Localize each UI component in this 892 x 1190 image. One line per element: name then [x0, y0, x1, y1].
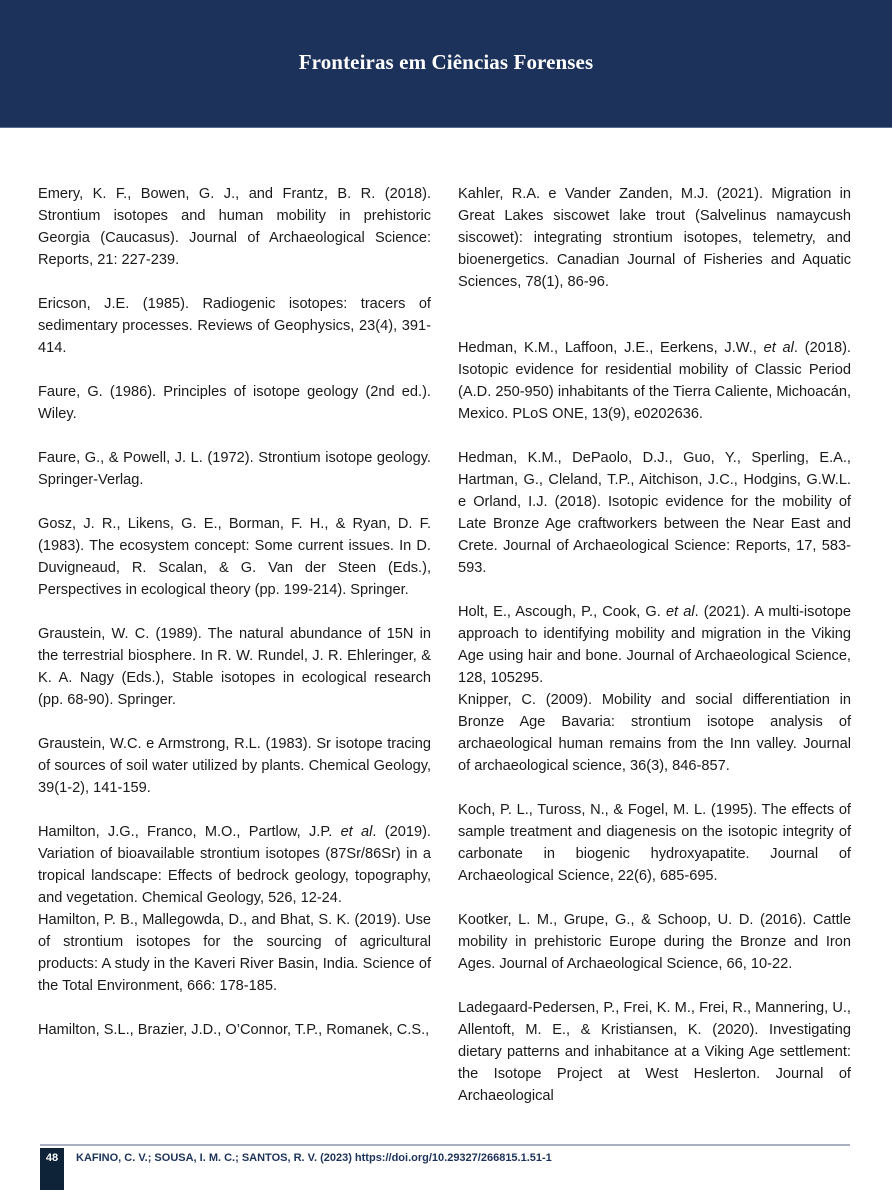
et-al-italic: et al	[763, 340, 794, 356]
reference-text: Hedman, K.M., Laffoon, J.E., Eerkens, J.W.,	[458, 340, 764, 356]
reference-entry	[458, 601, 851, 689]
reference-text: . (2021). A multi-isotope approach to identifying mobility and migration in the Viking Age using hair and bone. Journal of Archaeological Science, 128, 105295.	[458, 604, 851, 686]
reference-text: . (2018). Isotopic evidence for residential mobility of Classic Period (A.D. 250-950) inhabitants of the Tierra Caliente, Michoacán, Mexico. PLoS ONE, 13(9), e0202636.	[458, 340, 851, 422]
reference-entry: Koch, P. L., Tuross, N., & Fogel, M. L. (1995). The effects of sample treatment and diagenesis on the isotopic integrity of carbonate in biogenic hydroxyapatite. Journal of Archaeological Science, 22(6), 685-695.	[458, 802, 851, 884]
reference-entry: Ericson, J.E. (1985). Radiogenic isotopes: tracers of sedimentary processes. Reviews of Geophysics, 23(4), 391-414.	[38, 296, 431, 356]
reference-text: Hamilton, J.G., Franco, M.O., Partlow, J.P.	[38, 824, 341, 840]
journal-header	[0, 0, 892, 128]
reference-entry: Ladegaard-Pedersen, P., Frei, K. M., Frei, R., Mannering, U., Allentoft, M. E., & Kristiansen, K. (2020). Investigating dietary patterns and inhabitance at a Viking Age settlement: the Isotope Project at West Heslerton. Journal of Archaeological	[458, 1000, 851, 1104]
reference-entry: Hedman, K.M., DePaolo, D.J., Guo, Y., Sperling, E.A., Hartman, G., Cleland, T.P., Aitchison, J.C., Hodgins, G.W.L. e Orland, I.J. (2018). Isotopic evidence for the mobility of Late Bronze Age craftworkers between the Near East and Crete. Journal of Archaeological Science: Reports, 17, 583-593.	[458, 450, 851, 576]
et-al-italic: et al	[665, 604, 695, 620]
reference-entry: Hamilton, S.L., Brazier, J.D., O’Connor, T.P., Romanek, C.S.,	[38, 1022, 430, 1038]
reference-entry	[458, 337, 851, 425]
reference-entry: Graustein, W. C. (1989). The natural abundance of 15N in the terrestrial biosphere. In R. W. Rundel, J. R. Ehleringer, & K. A. Nagy (Eds.), Stable isotopes in ecological research (pp. 68-90). Springer.	[38, 626, 431, 708]
reference-entry	[38, 821, 431, 909]
reference-text: . (2019). Variation of bioavailable strontium isotopes (87Sr/86Sr) in a tropical landscape: Effects of bedrock geology, topography, and vegetation. Chemical Geology, 526, 12-24.	[38, 824, 431, 906]
reference-entry: Gosz, J. R., Likens, G. E., Borman, F. H., & Ryan, D. F. (1983). The ecosystem concept: Some current issues. In D. Duvigneaud, R. Scalan, & G. Van der Steen (Eds.), Perspectives in ecological theory (pp. 199-214). Springer.	[38, 516, 431, 598]
page-number-box	[40, 1148, 64, 1190]
et-al-italic: et al	[340, 824, 373, 840]
references-left-column	[38, 183, 431, 1063]
page-number: 48	[45, 1152, 59, 1164]
reference-entry: Emery, K. F., Bowen, G. J., and Frantz, B. R. (2018). Strontium isotopes and human mobility in prehistoric Georgia (Caucasus). Journal of Archaeological Science: Reports, 21: 227-239.	[38, 186, 431, 268]
reference-entry: Faure, G. (1986). Principles of isotope geology (2nd ed.). Wiley.	[38, 384, 431, 422]
footer-divider	[40, 1144, 850, 1146]
reference-text: Holt, E., Ascough, P., Cook, G.	[458, 604, 666, 620]
reference-entry: Hamilton, P. B., Mallegowda, D., and Bhat, S. K. (2019). Use of strontium isotopes for the sourcing of agricultural products: A study in the Kaveri River Basin, India. Science of the Total Environment, 666: 178-185.	[38, 912, 431, 994]
reference-entry: Graustein, W.C. e Armstrong, R.L. (1983). Sr isotope tracing of sources of soil water utilized by plants. Chemical Geology, 39(1-2), 141-159.	[38, 736, 431, 796]
reference-entry: Kahler, R.A. e Vander Zanden, M.J. (2021). Migration in Great Lakes siscowet lake trout (Salvelinus namaycush siscowet): integrating strontium isotopes, telemetry, and bioenergetics. Canadian Journal of Fisheries and Aquatic Sciences, 78(1), 86-96.	[458, 186, 851, 290]
journal-title: Fronteiras em Ciências Forenses	[298, 50, 594, 74]
footer-citation: KAFINO, C. V.; SOUSA, I. M. C.; SANTOS, R. V. (2023) https://doi.org/10.29327/266815.1.51-1	[76, 1152, 552, 1164]
reference-entry: Kootker, L. M., Grupe, G., & Schoop, U. D. (2016). Cattle mobility in prehistoric Europe during the Bronze and Iron Ages. Journal of Archaeological Science, 66, 10-22.	[458, 912, 851, 972]
reference-entry: Faure, G., & Powell, J. L. (1972). Strontium isotope geology. Springer-Verlag.	[38, 450, 431, 488]
reference-entry: Knipper, C. (2009). Mobility and social differentiation in Bronze Age Bavaria: strontium isotope analysis of archaeological human remains from the Inn valley. Journal of archaeological science, 36(3), 846-857.	[458, 692, 851, 774]
references-right-column	[458, 183, 851, 1129]
